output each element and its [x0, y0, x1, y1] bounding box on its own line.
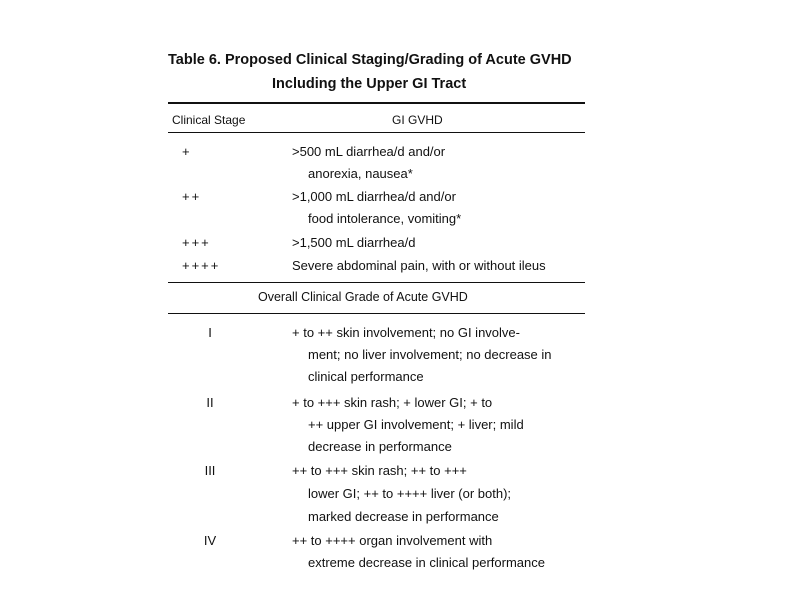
- grade-numeral: I: [208, 325, 212, 340]
- stage-symbol: +++: [182, 235, 211, 250]
- header-rule: [168, 132, 585, 133]
- stage-desc-line: >1,000 mL diarrhea/d and/or: [292, 189, 456, 204]
- stage-desc-line: >500 mL diarrhea/d and/or: [292, 144, 446, 159]
- grade-desc-line: lower GI; ++ to ++++ liver (or both);: [308, 486, 512, 501]
- grade-numeral: IV: [203, 533, 217, 548]
- grade-desc-line: ++ upper GI involvement; + liver; mild: [308, 417, 524, 432]
- stage-desc-line: >1,500 mL diarrhea/d: [292, 235, 416, 250]
- stage-desc-line: food intolerance, vomiting*: [308, 211, 462, 226]
- grade-desc-line: marked decrease in performance: [308, 509, 499, 524]
- stage-symbol: ++: [182, 189, 202, 204]
- grade-numeral: II: [206, 395, 214, 410]
- stage-symbol: +: [182, 144, 192, 159]
- section-rule: [168, 282, 585, 283]
- grade-desc-line: extreme decrease in clinical performance: [308, 555, 545, 570]
- grade-numeral: III: [204, 463, 216, 478]
- grade-desc-line: decrease in performance: [308, 439, 452, 454]
- stage-desc-line: anorexia, nausea*: [308, 166, 413, 181]
- stage-symbol: ++++: [182, 258, 221, 273]
- grade-desc-line: + to ++ skin involvement; no GI involve-: [292, 325, 520, 340]
- grade-desc-line: ++ to +++ skin rash; ++ to +++: [292, 463, 467, 478]
- grade-desc-line: clinical performance: [308, 369, 424, 384]
- col-header-stage: Clinical Stage: [172, 113, 246, 127]
- grade-section-header: Overall Clinical Grade of Acute GVHD: [258, 290, 468, 304]
- grade-desc-line: + to +++ skin rash; + lower GI; + to: [292, 395, 493, 410]
- top-rule: [168, 102, 585, 104]
- grade-desc-line: ++ to ++++ organ involvement with: [292, 533, 493, 548]
- section-header-rule: [168, 313, 585, 314]
- stage-desc-line: Severe abdominal pain, with or without ileus: [292, 258, 546, 273]
- col-header-gi: GI GVHD: [392, 113, 443, 127]
- table-subtitle: Including the Upper GI Tract: [272, 76, 467, 92]
- grade-desc-line: ment; no liver involvement; no decrease in: [308, 347, 552, 362]
- table-title: Table 6. Proposed Clinical Staging/Grading of Acute GVHD: [168, 52, 572, 68]
